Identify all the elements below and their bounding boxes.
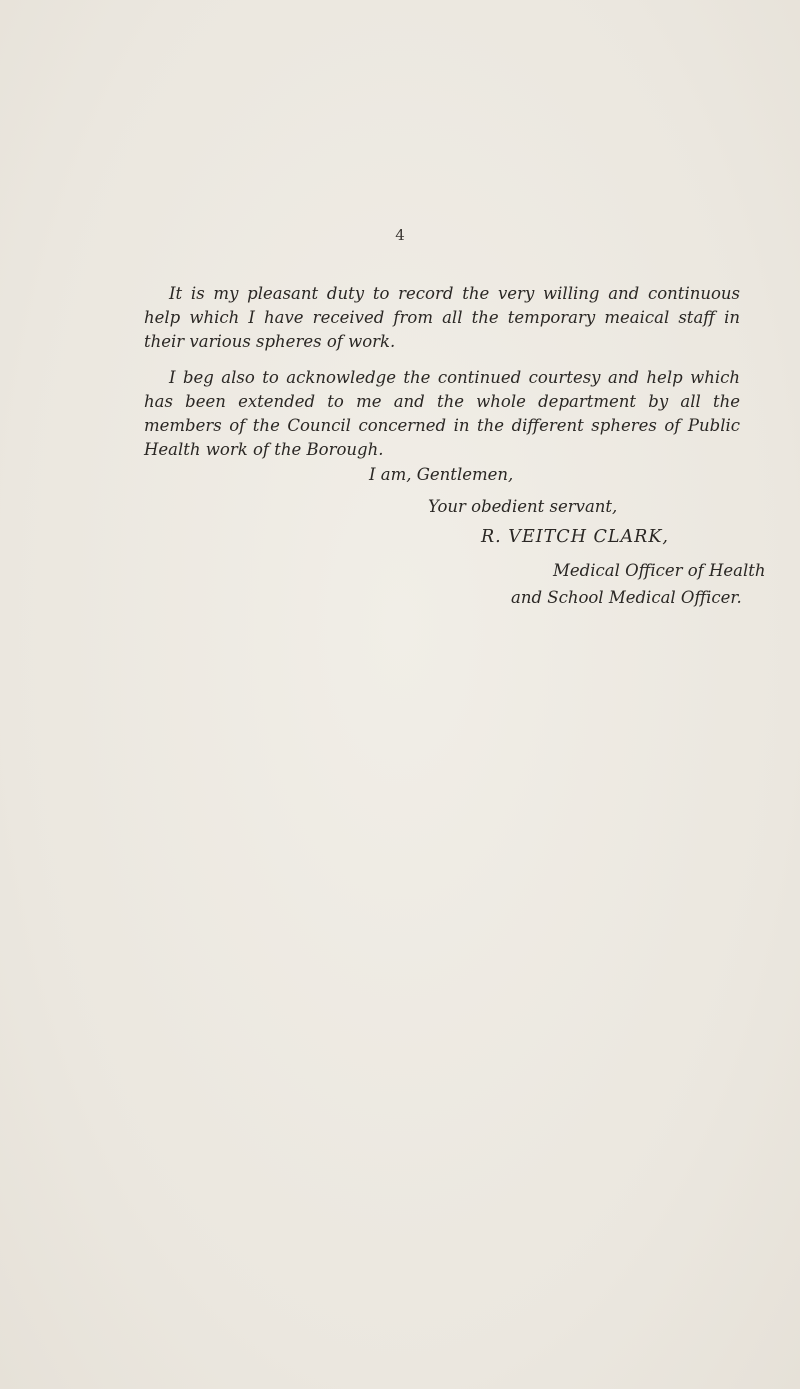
signatory-title-line-1: Medical Officer of Health [553, 561, 766, 580]
signatory-name: R. VEITCH CLARK, [481, 527, 669, 547]
signatory-title-line-2: and School Medical Officer. [511, 588, 742, 607]
salutation: I am, Gentlemen, [369, 465, 514, 484]
acknowledgement-paragraph-council: I beg also to acknowledge the continued courtesy and help which has been extended to me and the whole department by all the members of the Council concerned in the different spheres of Public Health work of the Borough. [144, 367, 740, 459]
acknowledgement-paragraph-staff: It is my pleasant duty to record the very willing and continuous help which I have received from all the temporary meaical staff in their various spheres of work. [144, 283, 740, 351]
valediction: Your obedient servant, [428, 497, 618, 516]
page-number: 4 [395, 226, 405, 244]
